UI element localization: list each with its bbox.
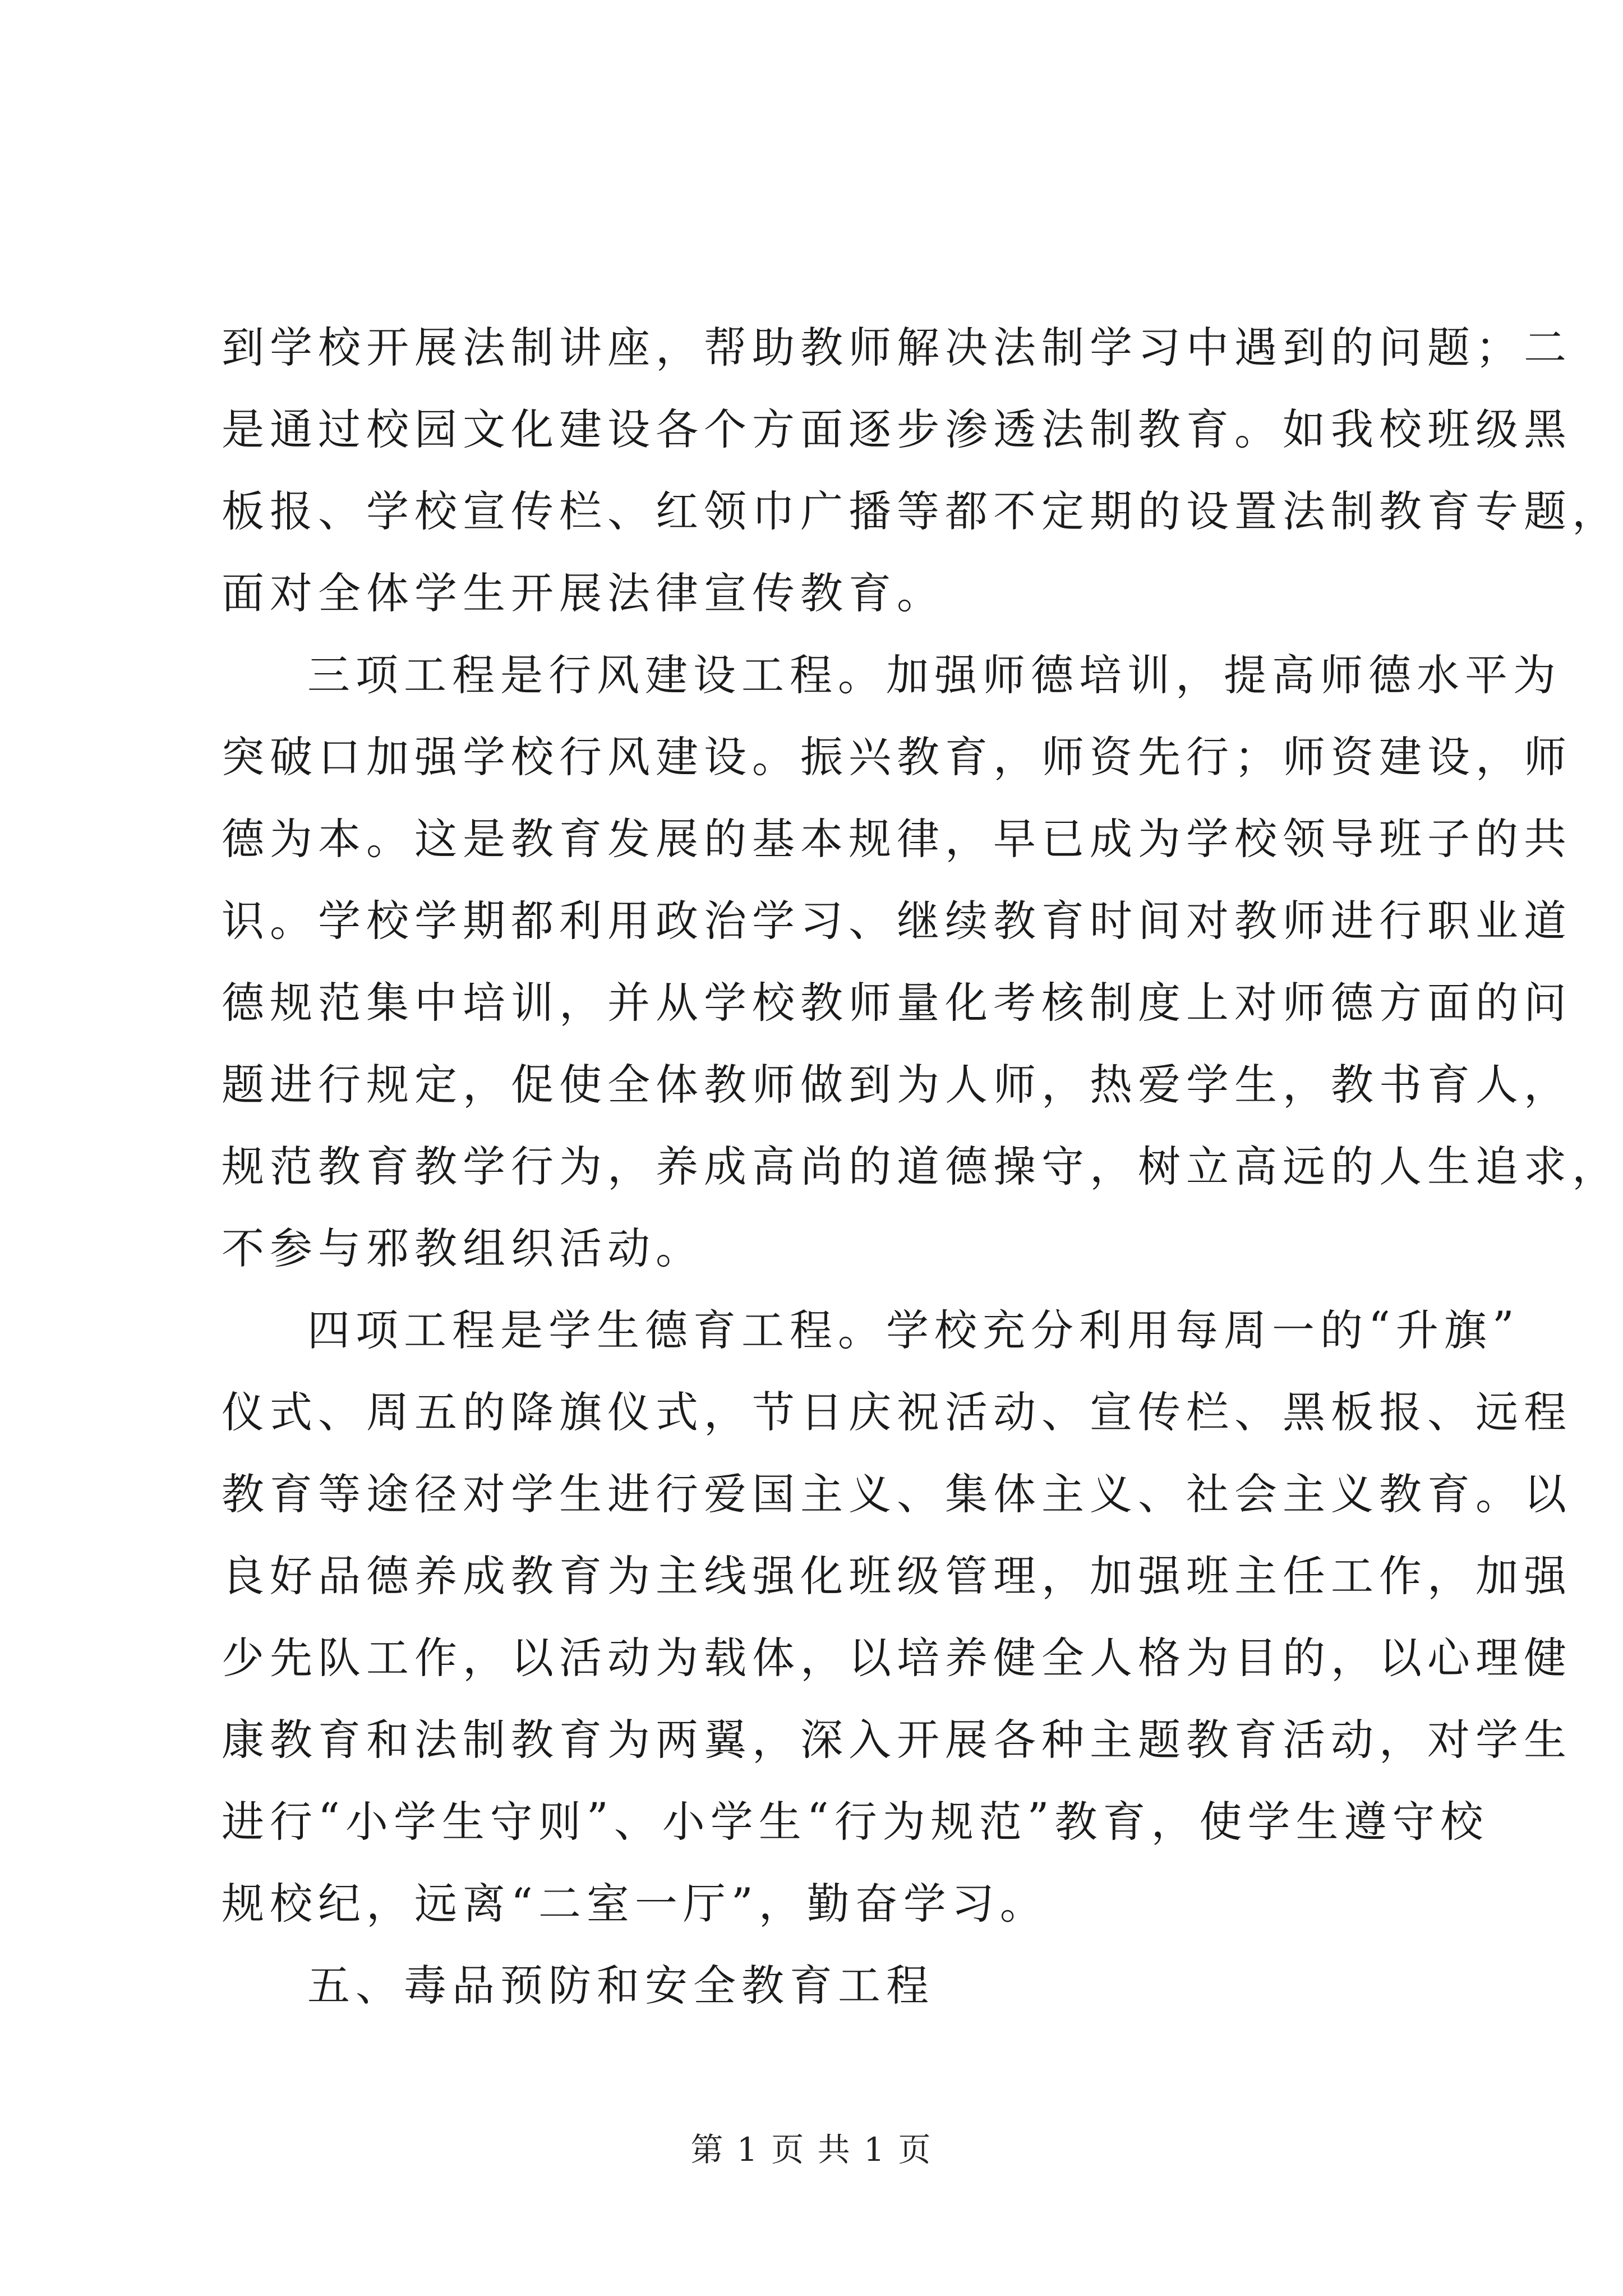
text-line: 不参与邪教组织活动。	[222, 1223, 704, 1273]
text-line: 题 进 行 规 定 ， 促 使 全 体 教 师 做 到 为 人 师 ， 热 爱 学 生 ， 教 书 育 人 ，	[222, 1059, 1572, 1110]
text-line: 五、毒品预防和安全教育工程	[307, 1960, 934, 2010]
text-line: 四 项 工 程 是 学 生 德 育 工 程 。 学 校 充 分 利 用 每 周 一 的 “ 升 旗 ”	[307, 1301, 1520, 1355]
text-line: 教 育 等 途 径 对 学 生 进 行 爱 国 主 义 、 集 体 主 义 、 社 会 主 义 教 育 。 以	[222, 1469, 1572, 1519]
text-line: 仪 式 、 周 五 的 降 旗 仪 式 ， 节 日 庆 祝 活 动 、 宣 传 栏 、 黑 板 报 、 远 程	[222, 1387, 1572, 1437]
page-footer: 第 1 页 共 1 页	[690, 2131, 933, 2169]
text-line: 突 破 口 加 强 学 校 行 风 建 设 。 振 兴 教 育 ， 师 资 先 行 ； 师 资 建 设 ， 师	[222, 731, 1572, 782]
text-line: 进 行 “ 小 学 生 守 则 ” 、 小 学 生 “ 行 为 规 范 ” 教 育 ， 使 学 生 遵 守 校	[222, 1793, 1489, 1847]
text-line: 规校纪，远离“二室一厅”，勤奋学习。	[222, 1878, 1048, 1929]
text-line: 面对全体学生开展法律宣传教育。	[222, 568, 945, 618]
body-text	[222, 303, 1620, 2023]
text-line: 三 项 工 程 是 行 风 建 设 工 程 。 加 强 师 德 培 训 ， 提 高 师 德 水 平 为	[307, 650, 1561, 700]
text-line: 德 为 本 。 这 是 教 育 发 展 的 基 本 规 律 ， 早 已 成 为 学 校 领 导 班 子 的 共	[222, 813, 1572, 864]
text-line: 板 报 、 学 校 宣 传 栏 、 红 领 巾 广 播 等 都 不 定 期 的 设 置 法 制 教 育 专 题 ，	[222, 486, 1620, 536]
text-line: 良 好 品 德 养 成 教 育 为 主 线 强 化 班 级 管 理 ， 加 强 班 主 任 工 作 ， 加 强	[222, 1550, 1572, 1601]
text-line: 少 先 队 工 作 ， 以 活 动 为 载 体 ， 以 培 养 健 全 人 格 为 目 的 ， 以 心 理 健	[222, 1632, 1572, 1683]
text-line: 德 规 范 集 中 培 训 ， 并 从 学 校 教 师 量 化 考 核 制 度 上 对 师 德 方 面 的 问	[222, 977, 1572, 1028]
text-line: 识 。 学 校 学 期 都 利 用 政 治 学 习 、 继 续 教 育 时 间 对 教 师 进 行 职 业 道	[222, 895, 1572, 946]
text-line: 规 范 教 育 教 学 行 为 ， 养 成 高 尚 的 道 德 操 守 ， 树 立 高 远 的 人 生 追 求 ，	[222, 1141, 1620, 1191]
text-line: 是 通 过 校 园 文 化 建 设 各 个 方 面 逐 步 渗 透 法 制 教 育 。 如 我 校 班 级 黑	[222, 404, 1572, 454]
text-line: 康 教 育 和 法 制 教 育 为 两 翼 ， 深 入 开 展 各 种 主 题 教 育 活 动 ， 对 学 生	[222, 1714, 1572, 1765]
text-line: 到 学 校 开 展 法 制 讲 座 ， 帮 助 教 师 解 决 法 制 学 习 中 遇 到 的 问 题 ； 二	[222, 322, 1572, 372]
